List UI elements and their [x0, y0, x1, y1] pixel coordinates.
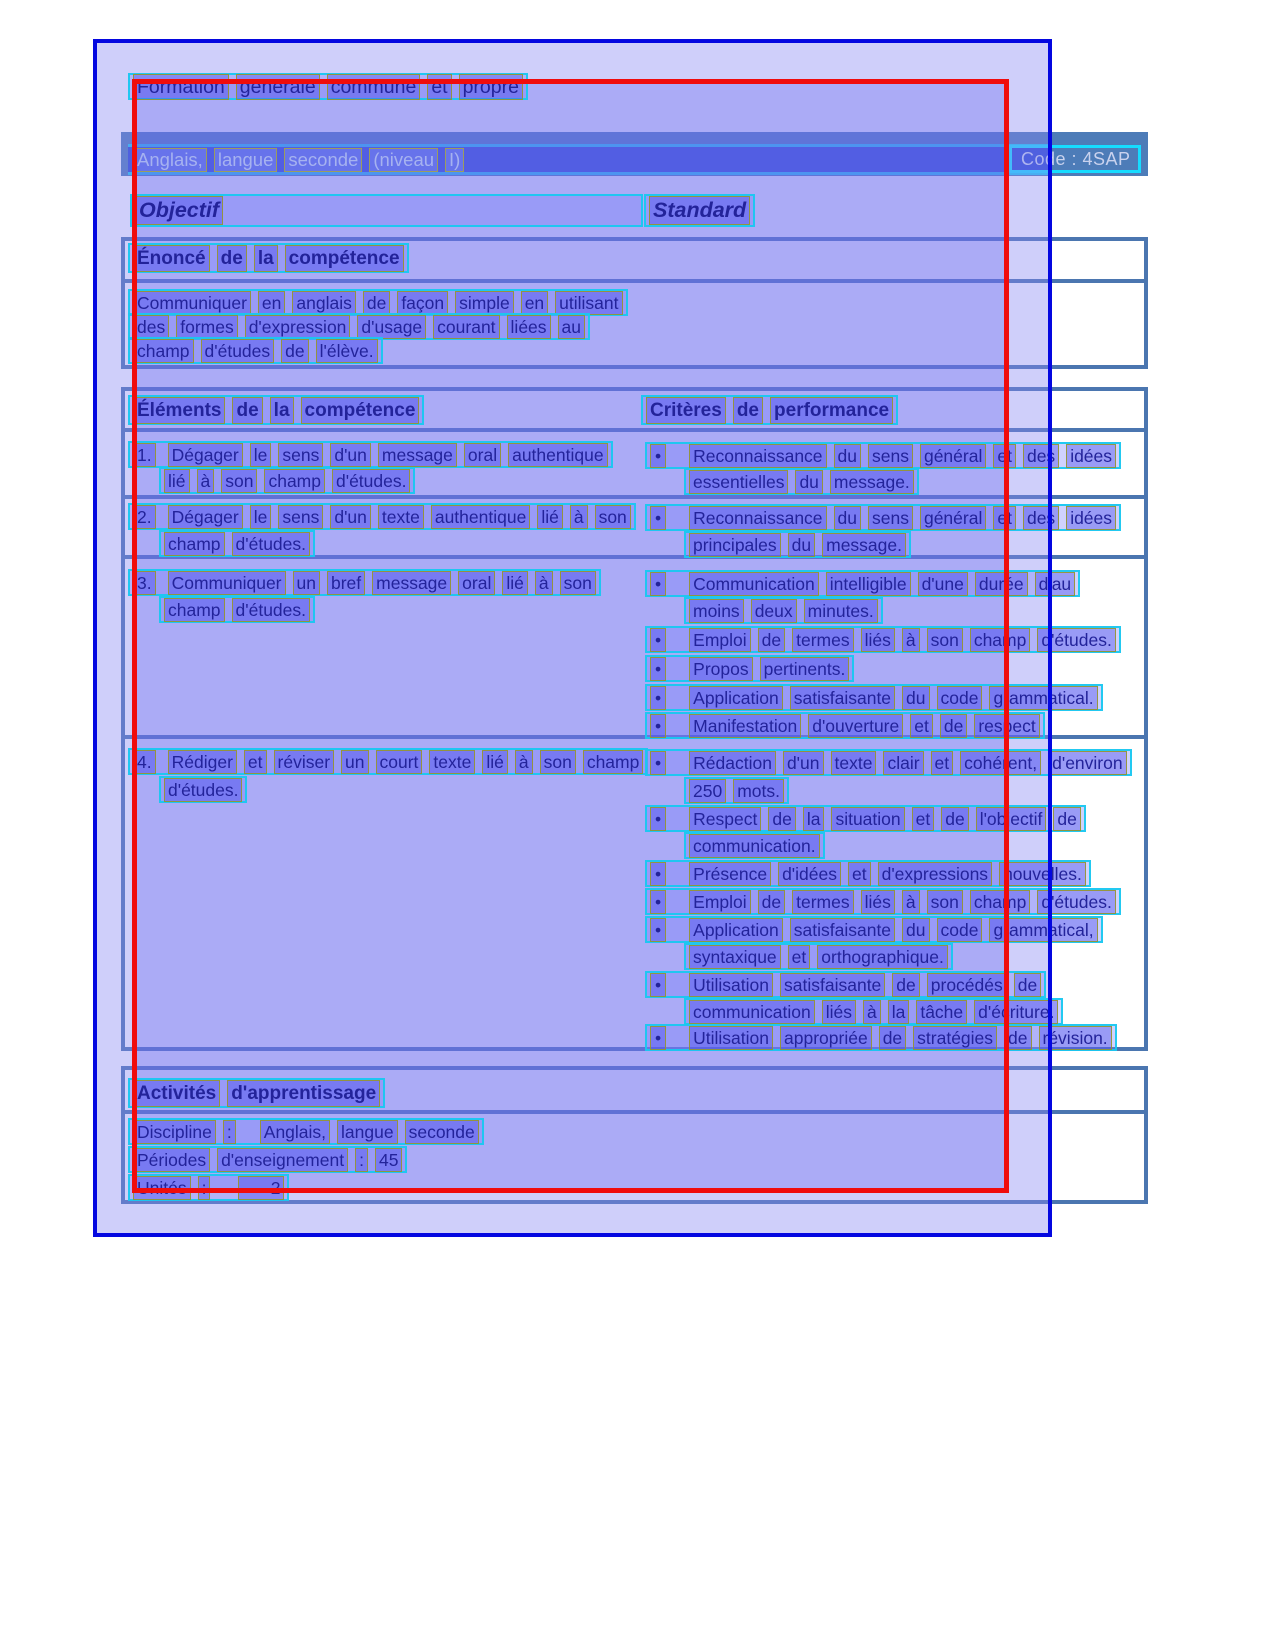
- word-box: minutes.: [804, 599, 878, 623]
- word-box: d'idées: [778, 862, 841, 886]
- word-box: message: [378, 443, 457, 467]
- word-box: du: [902, 918, 929, 942]
- word-box: Objectif: [135, 196, 223, 225]
- word-box: à: [535, 571, 553, 595]
- word-box: de: [281, 339, 308, 363]
- word-box: grammatical.: [989, 686, 1097, 710]
- word-box: de: [758, 890, 785, 914]
- word-box: et: [993, 506, 1016, 530]
- word-box: champ: [970, 890, 1031, 914]
- course-code: Code : 4SAP: [1021, 148, 1131, 169]
- word-box: 1.: [133, 443, 156, 467]
- word-box: message: [372, 571, 451, 595]
- word-box: Formation: [133, 74, 229, 100]
- word-box: d'études.: [1037, 628, 1115, 652]
- word-box: mots.: [733, 779, 784, 803]
- word-box: Discipline: [133, 1120, 216, 1144]
- word-box: d'un: [330, 443, 371, 467]
- bullet-marker: •: [650, 506, 666, 530]
- word-box: l'objectif: [976, 807, 1047, 831]
- word-box: façon: [397, 291, 448, 315]
- word-box: code: [937, 918, 983, 942]
- word-box: un: [341, 750, 368, 774]
- word-box: Propos: [689, 657, 752, 681]
- word-box: 45: [375, 1148, 402, 1172]
- word-box: d'expression: [245, 315, 351, 339]
- word-box: Reconnaissance: [689, 444, 826, 468]
- word-box: satisfaisante: [790, 918, 895, 942]
- word-box: du: [834, 506, 861, 530]
- word-box: le: [250, 443, 272, 467]
- bullet-marker: •: [650, 751, 666, 775]
- word-box: compétence: [301, 397, 420, 424]
- word-box: en: [258, 291, 285, 315]
- word-box: seconde: [284, 148, 362, 172]
- word-box: (niveau: [369, 148, 438, 172]
- word-box: de: [1014, 973, 1041, 997]
- word-box: Unités: [133, 1176, 191, 1200]
- word-box: l'élève.: [316, 339, 378, 363]
- bullet-marker: •: [650, 657, 666, 681]
- word-box: :: [198, 1176, 211, 1200]
- word-box: d'études.: [164, 778, 242, 802]
- word-box: I): [445, 148, 464, 172]
- word-box: et: [244, 750, 267, 774]
- word-box: et: [931, 751, 954, 775]
- word-box: le: [250, 505, 272, 529]
- word-box: :: [223, 1120, 236, 1144]
- word-box: Respect: [689, 807, 761, 831]
- word-box: code: [937, 686, 983, 710]
- word-box: à: [902, 890, 920, 914]
- word-box: idées: [1066, 444, 1116, 468]
- bullet-marker: •: [650, 862, 666, 886]
- word-box: authentique: [431, 505, 530, 529]
- word-box: d'un: [783, 751, 824, 775]
- word-box: de: [768, 807, 795, 831]
- word-box: des: [1023, 506, 1059, 530]
- word-box: message.: [830, 470, 914, 494]
- word-box: cohérent,: [960, 751, 1041, 775]
- word-box: Présence: [689, 862, 771, 886]
- word-box: de: [232, 397, 262, 424]
- word-box: lié: [164, 469, 190, 493]
- word-box: d'enseignement: [217, 1148, 348, 1172]
- word-box: sens: [868, 506, 913, 530]
- word-box: de: [758, 628, 785, 652]
- word-box: Activités: [133, 1080, 220, 1107]
- bullet-marker: •: [650, 628, 666, 652]
- word-box: champ: [133, 339, 194, 363]
- bullet-marker: •: [650, 807, 666, 831]
- word-box: liés: [822, 1000, 856, 1024]
- word-box: champ: [164, 532, 225, 556]
- word-box: oral: [464, 443, 501, 467]
- word-box: de: [879, 1026, 906, 1050]
- word-box: Périodes: [133, 1148, 210, 1172]
- word-box: Manifestation: [689, 714, 801, 738]
- word-box: :: [355, 1148, 368, 1172]
- word-box: du: [788, 533, 815, 557]
- word-box: son: [595, 505, 631, 529]
- word-box: Utilisation: [689, 973, 773, 997]
- word-box: Rédiger: [168, 750, 237, 774]
- word-box: oral: [458, 571, 495, 595]
- word-box: à: [863, 1000, 881, 1024]
- word-box: texte: [378, 505, 424, 529]
- word-box: d'études.: [232, 532, 310, 556]
- word-box: de: [892, 973, 919, 997]
- word-box: Communiquer: [168, 571, 286, 595]
- word-box: texte: [831, 751, 877, 775]
- word-box: sens: [278, 443, 323, 467]
- word-box: lié: [537, 505, 563, 529]
- word-box: idées: [1066, 506, 1116, 530]
- word-box: d'ouverture: [808, 714, 903, 738]
- word-box: 2.: [133, 505, 156, 529]
- word-box: termes: [792, 890, 853, 914]
- word-box: performance: [770, 397, 893, 424]
- word-box: pertinents.: [760, 657, 850, 681]
- word-box: générale: [236, 74, 320, 100]
- word-box: réviser: [274, 750, 335, 774]
- word-box: utilisant: [555, 291, 622, 315]
- word-box: de: [363, 291, 390, 315]
- word-box: procédés: [927, 973, 1007, 997]
- word-box: Application: [689, 918, 783, 942]
- word-box: d'apprentissage: [227, 1080, 380, 1107]
- word-box: de: [733, 397, 763, 424]
- word-box: à: [515, 750, 533, 774]
- word-box: d'écriture.: [974, 1000, 1058, 1024]
- word-box: son: [221, 469, 257, 493]
- word-box: de: [940, 714, 967, 738]
- word-box: Standard: [649, 196, 750, 225]
- word-box: communication: [689, 1000, 815, 1024]
- word-box: de: [1004, 1026, 1031, 1050]
- word-box: d'un: [330, 505, 371, 529]
- word-box: son: [560, 571, 596, 595]
- word-box: commune: [327, 74, 421, 100]
- word-box: son: [927, 890, 963, 914]
- word-box: satisfaisante: [790, 686, 895, 710]
- word-box: d'études: [201, 339, 275, 363]
- word-box: situation: [831, 807, 904, 831]
- word-box: de: [1053, 807, 1080, 831]
- bullet-marker: •: [650, 918, 666, 942]
- word-box: la: [254, 245, 278, 272]
- word-box: sens: [278, 505, 323, 529]
- word-box: respect: [974, 714, 1039, 738]
- word-box: un: [293, 571, 320, 595]
- word-box: courant: [433, 315, 499, 339]
- word-box: et: [848, 862, 871, 886]
- word-box: liées: [507, 315, 551, 339]
- word-box: la: [270, 397, 294, 424]
- word-box: et: [788, 945, 811, 969]
- bullet-marker: •: [650, 686, 666, 710]
- word-box: d'au: [1035, 572, 1076, 596]
- word-box: des: [133, 315, 169, 339]
- word-box: bref: [327, 571, 365, 595]
- word-box: à: [902, 628, 920, 652]
- word-box: message.: [822, 533, 906, 557]
- word-box: langue: [337, 1120, 398, 1144]
- word-box: du: [795, 470, 822, 494]
- bullet-marker: •: [650, 1026, 666, 1050]
- word-box: stratégies: [913, 1026, 997, 1050]
- word-box: Anglais,: [133, 148, 207, 172]
- word-box: Dégager: [168, 443, 243, 467]
- word-box: général: [920, 506, 986, 530]
- word-box: satisfaisante: [780, 973, 885, 997]
- word-box: deux: [751, 599, 797, 623]
- word-box: son: [927, 628, 963, 652]
- word-box: Emploi: [689, 890, 751, 914]
- word-box: Communication: [689, 572, 819, 596]
- word-box: Emploi: [689, 628, 751, 652]
- word-box: d'études.: [232, 598, 310, 622]
- word-box: Utilisation: [689, 1026, 773, 1050]
- word-box: à: [197, 469, 215, 493]
- word-box: tâche: [916, 1000, 967, 1024]
- word-box: de: [217, 245, 247, 272]
- word-box: Anglais,: [260, 1120, 330, 1144]
- word-box: orthographique.: [817, 945, 948, 969]
- word-box: du: [834, 444, 861, 468]
- word-box: seconde: [405, 1120, 479, 1144]
- word-box: et: [993, 444, 1016, 468]
- word-box: formes: [176, 315, 237, 339]
- word-box: à: [570, 505, 588, 529]
- word-box: champ: [164, 598, 225, 622]
- word-box: durée: [975, 572, 1028, 596]
- word-box: d'environ: [1048, 751, 1126, 775]
- word-box: la: [888, 1000, 910, 1024]
- word-box: clair: [883, 751, 923, 775]
- bullet-marker: •: [650, 973, 666, 997]
- word-box: essentielles: [689, 470, 788, 494]
- word-box: et: [912, 807, 935, 831]
- word-box: intelligible: [826, 572, 911, 596]
- word-box: 250: [689, 779, 726, 803]
- word-box: authentique: [508, 443, 607, 467]
- word-box: Énoncé: [133, 245, 210, 272]
- bullet-marker: •: [650, 890, 666, 914]
- word-box: au: [558, 315, 585, 339]
- word-box: anglais: [292, 291, 355, 315]
- word-box: langue: [214, 148, 278, 172]
- word-box: Dégager: [168, 505, 243, 529]
- word-box: Rédaction: [689, 751, 776, 775]
- word-box: de: [941, 807, 968, 831]
- word-box: Communiquer: [133, 291, 251, 315]
- word-box: d'usage: [357, 315, 426, 339]
- word-box: compétence: [285, 245, 404, 272]
- word-box: principales: [689, 533, 781, 557]
- word-box: champ: [264, 469, 325, 493]
- word-box: communication.: [689, 834, 820, 858]
- word-box: moins: [689, 599, 744, 623]
- word-box: d'une: [918, 572, 968, 596]
- word-box: et: [910, 714, 933, 738]
- word-box: 2: [238, 1176, 284, 1200]
- word-box: grammatical,: [989, 918, 1097, 942]
- word-box: d'expressions: [878, 862, 992, 886]
- word-box: en: [521, 291, 548, 315]
- word-box: d'études.: [332, 469, 410, 493]
- word-box: Reconnaissance: [689, 506, 826, 530]
- word-box: révision.: [1039, 1026, 1112, 1050]
- word-box: sens: [868, 444, 913, 468]
- content-region-box: [132, 79, 1009, 1193]
- word-box: champ: [583, 750, 644, 774]
- word-box: court: [376, 750, 423, 774]
- word-box: et: [427, 74, 451, 100]
- word-box: Critères: [646, 397, 726, 424]
- word-box: texte: [429, 750, 475, 774]
- word-box: d'études.: [1037, 890, 1115, 914]
- word-box: général: [920, 444, 986, 468]
- word-box: syntaxique: [689, 945, 781, 969]
- bullet-marker: •: [650, 572, 666, 596]
- word-box: propre: [459, 74, 523, 100]
- bullet-marker: •: [650, 444, 666, 468]
- word-box: champ: [970, 628, 1031, 652]
- word-box: des: [1023, 444, 1059, 468]
- word-box: simple: [455, 291, 514, 315]
- word-box: du: [902, 686, 929, 710]
- word-box: 4.: [133, 750, 156, 774]
- word-box: liés: [861, 628, 895, 652]
- word-box: Application: [689, 686, 783, 710]
- word-box: son: [540, 750, 576, 774]
- bullet-marker: •: [650, 714, 666, 738]
- word-box: appropriée: [780, 1026, 872, 1050]
- word-box: lié: [502, 571, 528, 595]
- word-box: 3.: [133, 571, 156, 595]
- word-box: la: [803, 807, 825, 831]
- word-box: lié: [482, 750, 508, 774]
- word-box: termes: [792, 628, 853, 652]
- word-box: Éléments: [133, 397, 225, 424]
- word-box: liés: [861, 890, 895, 914]
- word-box: nouvelles.: [999, 862, 1086, 886]
